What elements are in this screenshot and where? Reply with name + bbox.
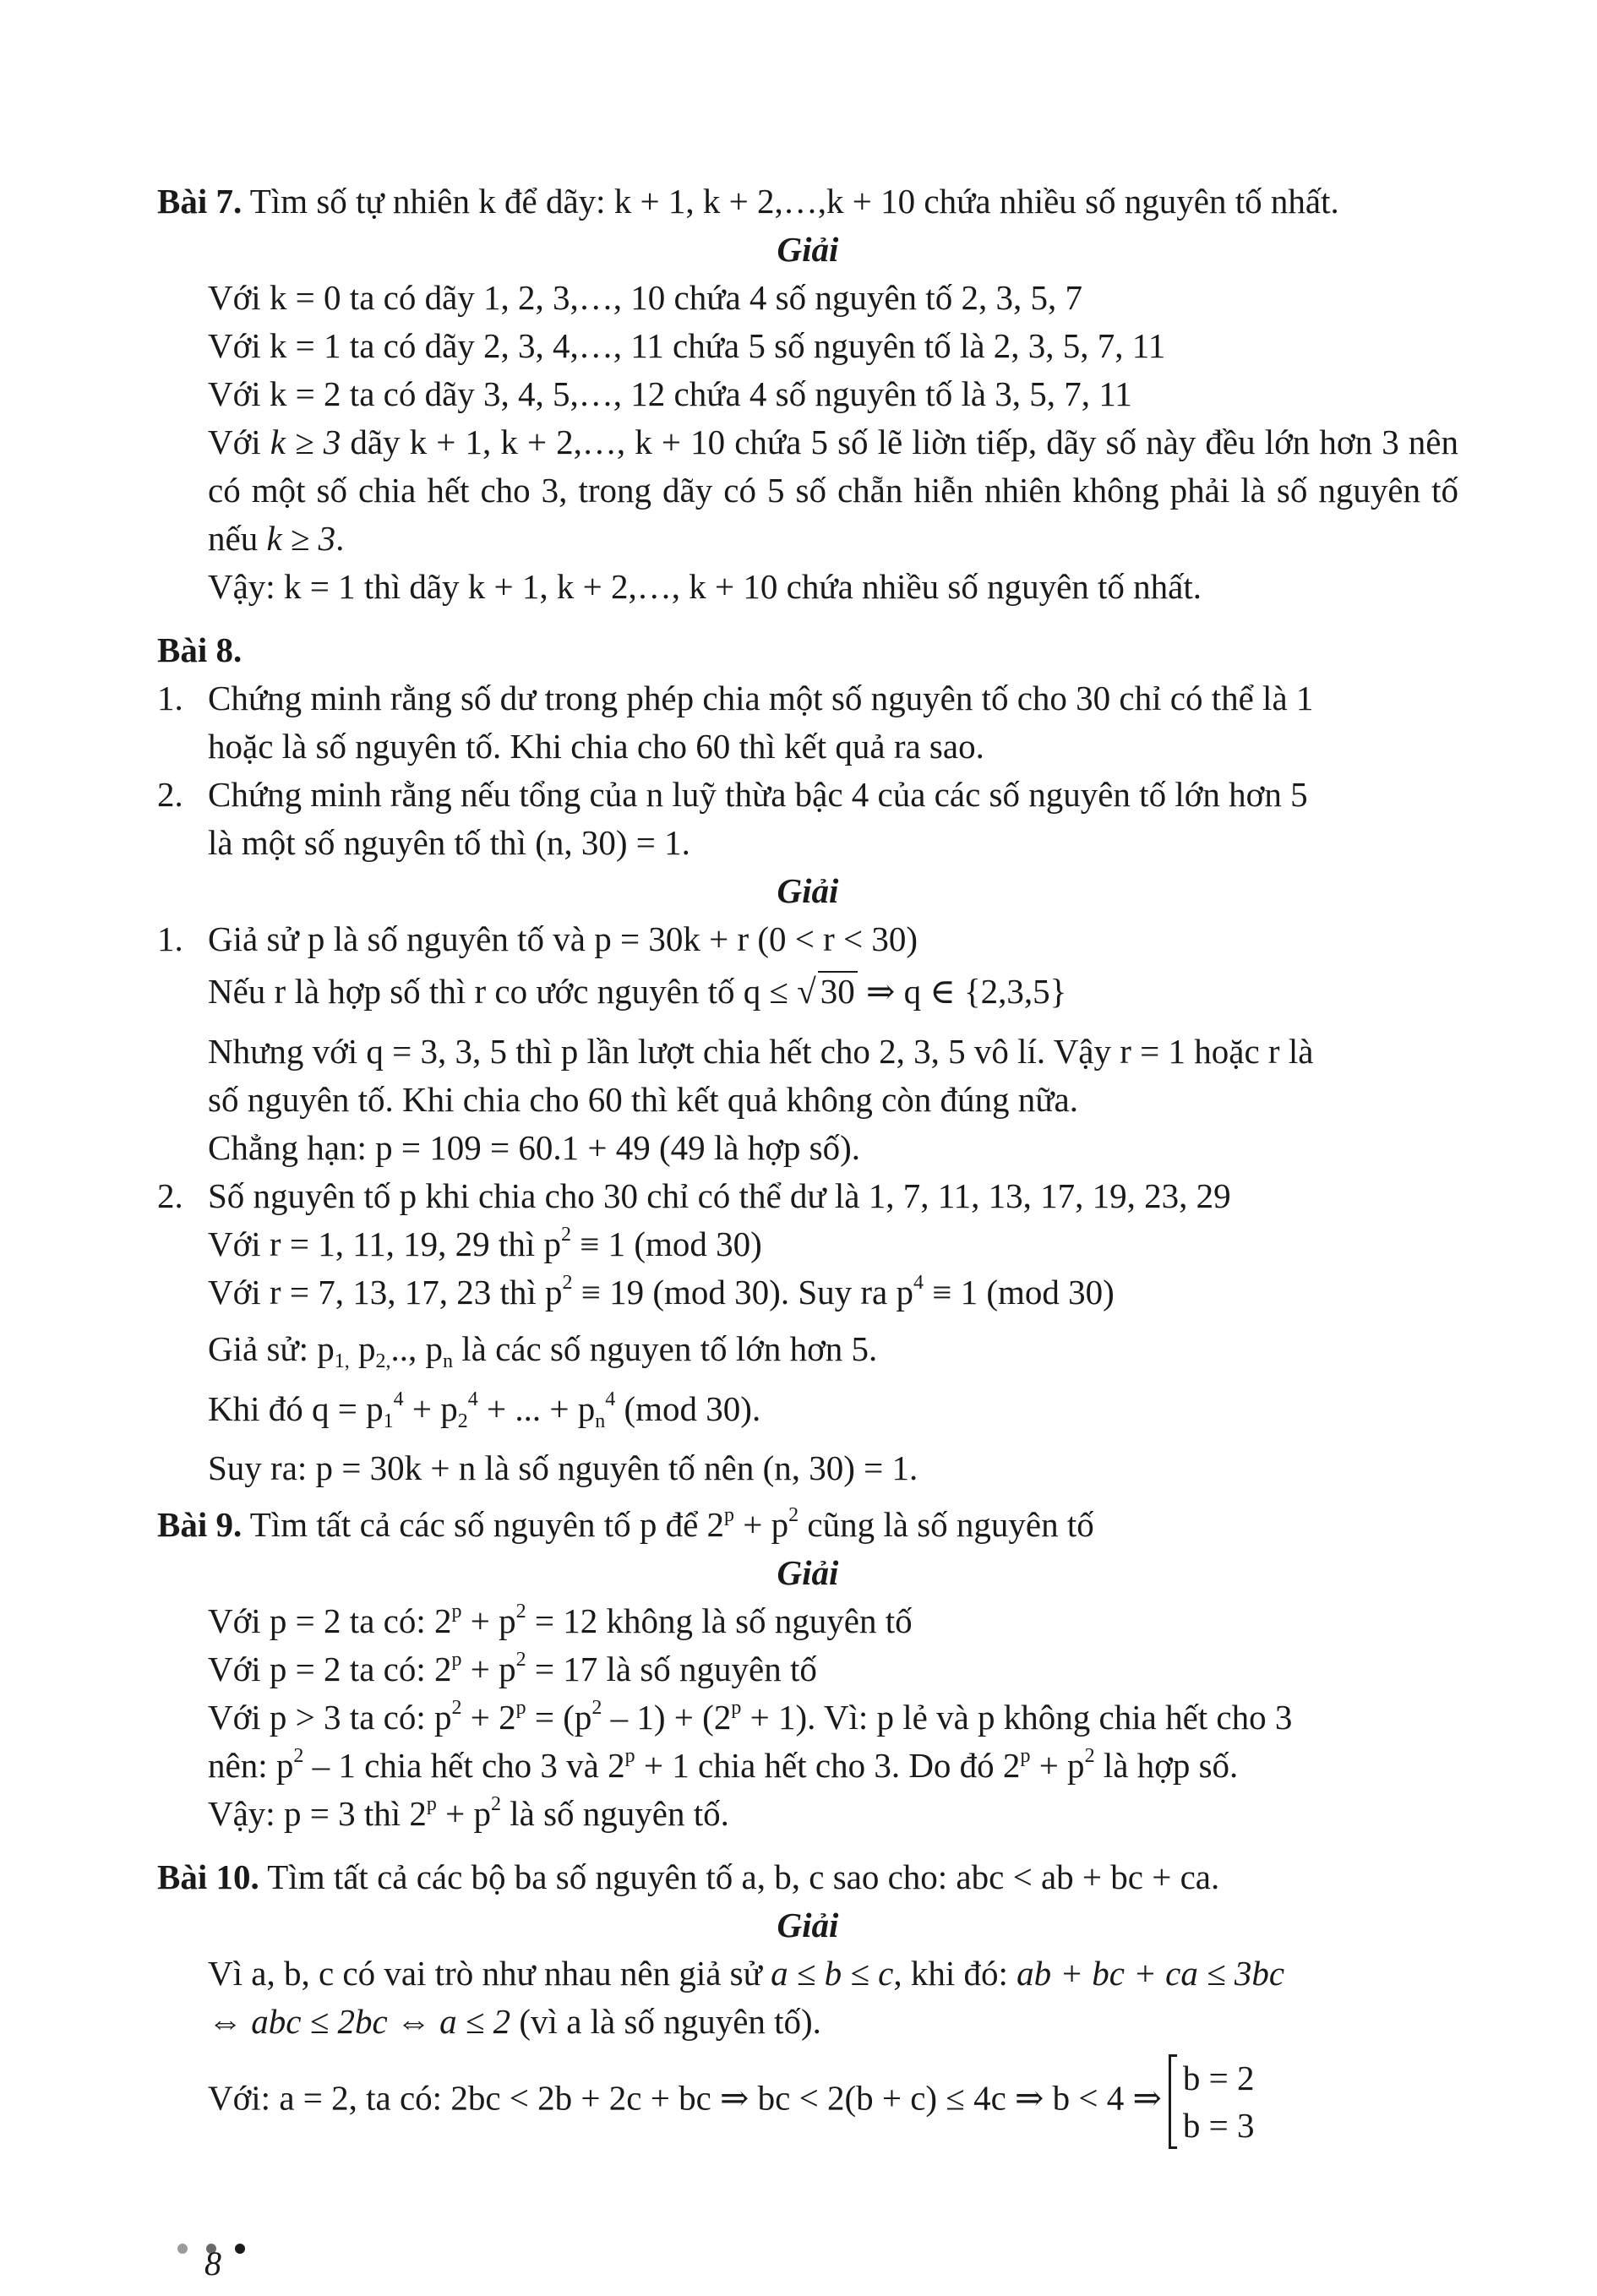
bai8-s1-e: Chẳng hạn: p = 109 = 60.1 + 49 (49 là hợp số). bbox=[208, 1128, 861, 1167]
bai7-question bbox=[157, 177, 1458, 226]
bai7-title: Bài 7. bbox=[157, 182, 243, 221]
bai9-question: Bài 9. Tìm tất cả các số nguyên tố p để $2^p + p^2$ cũng là số nguyên tố bbox=[157, 1504, 1094, 1544]
bai10-line-2: ⇔ abc ≤ 2bc ⇔ a ≤ 2 (vì a là số nguyên tố). bbox=[208, 2002, 821, 2041]
bai8-q2: 2. Chứng minh rằng nếu tổng của n luỹ thừa bậc 4 của các số nguyên tố lớn hơn 5 bbox=[157, 775, 1308, 814]
bai9-line-2: Với p = 2 ta có: $2^p + p^2 = 17$ là số nguyên tố bbox=[208, 1649, 817, 1688]
bai8-s2-f: Suy ra: p = 30k + n là số nguyên tố nên (n, 30) = 1. bbox=[208, 1448, 918, 1487]
bai8-q1: 1. Chứng minh rằng số dư trong phép chia một số nguyên tố cho 30 chỉ có thể là 1 bbox=[157, 679, 1314, 717]
bai9-line-3: Với p > 3 ta có: $p^2 + 2^p = (p^2 - 1) + (2^p + 1)$. Vì: p lẻ và p không chia hết cho 3 bbox=[208, 1697, 1293, 1737]
bai8-s2-e: Khi đó $q = p_1^4 + p_2^4$ + ... + $p_n^4$ (mod 30). bbox=[208, 1388, 761, 1432]
bai8-title: Bài 8. bbox=[157, 630, 243, 669]
bai8-s1-c: Nhưng với q = 3, 3, 5 thì p lần lượt chia hết cho 2, 3, 5 vô lí. Vậy r = 1 hoặc r là bbox=[208, 1032, 1314, 1071]
footer-dot-1 bbox=[177, 2244, 188, 2254]
page-content bbox=[157, 177, 1458, 2149]
bai7-line-3: Với k = 2 ta có dãy 3, 4, 5,…, 12 chứa 4 số nguyên tố là 3, 5, 7, 11 bbox=[208, 374, 1132, 413]
bai8-giai: Giải bbox=[777, 871, 839, 910]
sqrt-symbol: √ bbox=[797, 972, 816, 1011]
bai8-s2: 2. Số nguyên tố p khi chia cho 30 chỉ có thể dư là 1, 7, 11, 13, 17, 19, 23, 29 bbox=[157, 1176, 1231, 1215]
bai8-s1-b: Nếu r là hợp số thì r co ước nguyên tố q ≤ √ 30 ⇒ q ∈ {2,3,5} bbox=[208, 972, 1067, 1011]
bai10-title: Bài 10. bbox=[157, 1857, 259, 1896]
bai8-q1-cont: hoặc là số nguyên tố. Khi chia cho 60 thì kết quả ra sao. bbox=[208, 727, 984, 766]
bai8-q2-cont: là một số nguyên tố thì (n, 30) = 1. bbox=[208, 823, 690, 862]
footer-dot-3 bbox=[235, 2244, 245, 2254]
bai8-s2-b: Với r = 1, 11, 19, 29 thì $p^2 \equiv 1$ (mod 30) bbox=[208, 1224, 762, 1263]
bai9-line-5: Vậy: p = 3 thì $2^p + p^2$ là số nguyên tố. bbox=[208, 1793, 729, 1833]
bai9-line-1: Với p = 2 ta có: $2^p + p^2 = 12$ không là số nguyên tố bbox=[208, 1601, 913, 1640]
bai7-giai: Giải bbox=[777, 230, 839, 269]
bai9-title: Bài 9. bbox=[157, 1505, 243, 1544]
bai7-question-text: Tìm số tự nhiên k để dãy: k + 1, k + 2,…,k + 10 chứa nhiều số nguyên tố nhất. bbox=[242, 182, 1339, 221]
bai10-line-1: Vì a, b, c có vai trò như nhau nên giả sử a ≤ b ≤ c, khi đó: ab + bc + ca ≤ 3bc bbox=[208, 1954, 1285, 1993]
bai8-s1: 1. Giả sử p là số nguyên tố và p = 30k + r (0 < r < 30) bbox=[157, 919, 918, 958]
bai10-line-3: Với: a = 2, ta có: 2bc < 2b + 2c + bc ⇒ bc < 2(b + c) ≤ 4c ⇒ b < 4 ⇒ b = 2 b = 3 bbox=[157, 2054, 1458, 2149]
bai7-paragraph: Với k ≥ 3 dãy k + 1, k + 2,…, k + 10 chứa 5 số lẽ liờn tiếp, dãy số này đều lớn hơn 3 nên có một số chia hết cho 3, trong dãy có 5 số chẵn hiễn nhiên không phải là số nguyên tố nếu k ≥ 3. bbox=[208, 423, 1459, 558]
bai7-line-1: Với k = 0 ta có dãy 1, 2, 3,…, 10 chứa 4 số nguyên tố 2, 3, 5, 7 bbox=[208, 278, 1082, 317]
bai7-line-2: Với k = 1 ta có dãy 2, 3, 4,…, 11 chứa 5 số nguyên tố là 2, 3, 5, 7, 11 bbox=[208, 326, 1166, 365]
cases-bracket: b = 2 b = 3 bbox=[1169, 2054, 1255, 2149]
bai9-giai: Giải bbox=[777, 1553, 839, 1592]
bai8-s1-d: số nguyên tố. Khi chia cho 60 thì kết quả không còn đúng nữa. bbox=[208, 1080, 1078, 1119]
bai10-question: Bài 10. Tìm tất cả các bộ ba số nguyên tố a, b, c sao cho: abc < ab + bc + ca. bbox=[157, 1857, 1220, 1896]
bai8-s2-d: Giả sử: $p_{1,}$ $p_{2,}$.., $p_n$ là các số nguyen tố lớn hơn 5. bbox=[208, 1329, 878, 1372]
page-number: 8 bbox=[204, 2244, 221, 2282]
bai9-line-4: nên: $p^2 - 1$ chia hết cho 3 và $2^p + 1$ chia hết cho 3. Do đó $2^p + p^2$ là hợp số. bbox=[208, 1745, 1239, 1785]
bai8-s2-c: Với r = 7, 13, 17, 23 thì $p^2 \equiv 19$ (mod 30). Suy ra $p^4 \equiv 1$ (mod 30) bbox=[208, 1272, 1115, 1312]
bai10-giai: Giải bbox=[777, 1906, 839, 1944]
bai7-conclusion: Vậy: k = 1 thì dãy k + 1, k + 2,…, k + 10 chứa nhiều số nguyên tố nhất. bbox=[208, 567, 1202, 606]
